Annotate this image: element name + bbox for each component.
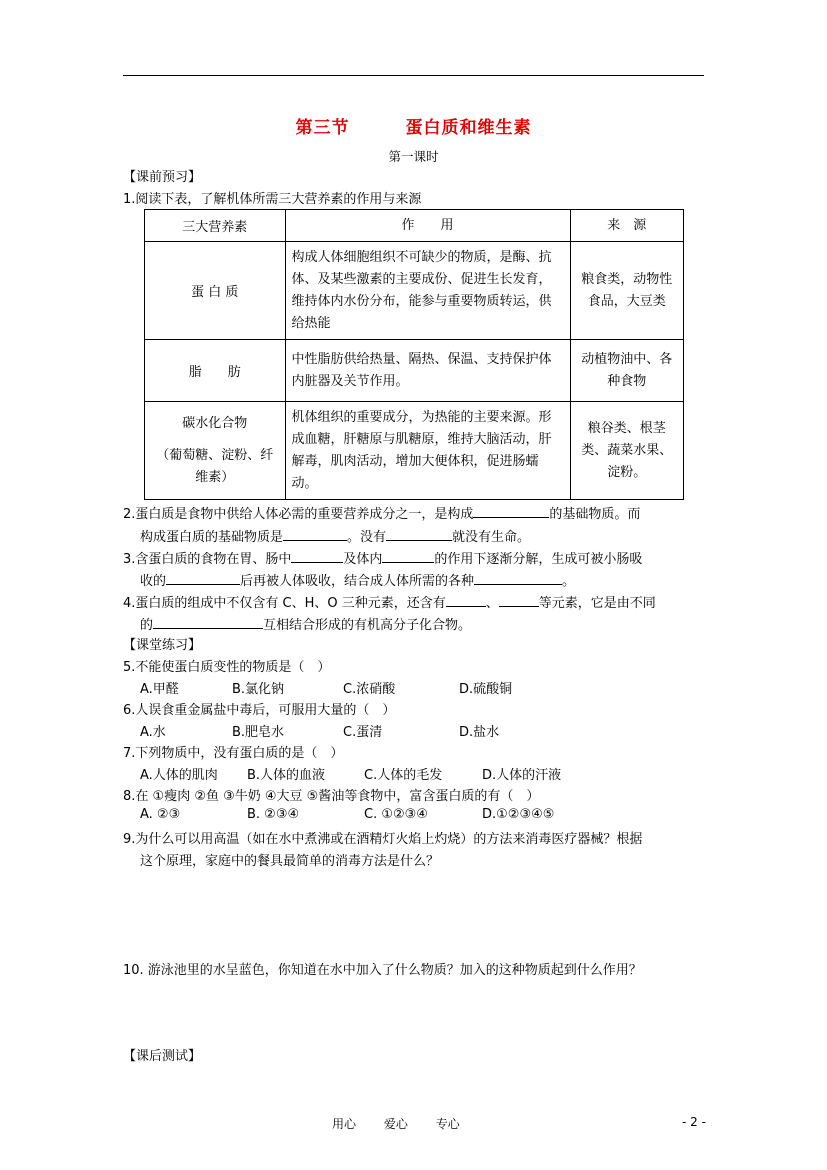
answer-blank[interactable] <box>153 616 263 629</box>
q8-option-a[interactable]: A. ②③ <box>140 807 181 822</box>
q8-option-b[interactable]: B. ②③④ <box>247 807 300 822</box>
nutrient-name: 碳水化合物 <box>182 415 248 431</box>
section-test-heading: 【课后测试】 <box>123 1049 202 1064</box>
answer-blank[interactable] <box>166 572 240 585</box>
question-1: 1.阅读下表，了解机体所需三大营养素的作用与来源 <box>123 192 422 207</box>
answer-blank[interactable] <box>386 528 452 541</box>
nutrient-name: 蛋 白 质 <box>145 242 286 340</box>
footer-word: 用心 <box>332 1117 357 1131</box>
question-2-line-1: 2.蛋白质是食物中供给人体必需的重要营养成分之一，是构成 的基础物质。而 <box>123 507 641 522</box>
q6-option-d[interactable]: D.盐水 <box>459 725 500 740</box>
q7-option-a[interactable]: A.人体的肌肉 <box>140 768 218 783</box>
answer-blank[interactable] <box>499 594 539 607</box>
nutrient-source: 粮食类，动物性食品，大豆类 <box>570 242 683 340</box>
question-4-line-2: 的 互相结合形成的有机高分子化合物。 <box>140 618 472 633</box>
nutrient-name: 脂 肪 <box>145 340 286 402</box>
nutrient-function: 构成人体细胞组织不可缺少的物质，是酶、抗体、及某些激素的主要成份、促进生长发育，维持体内水份分布，能参与重要物质转运，供给热能 <box>285 242 570 340</box>
question-9-line-1: 9.为什么可以用高温（如在水中煮沸或在酒精灯火焰上灼烧）的方法来消毒医疗器械？根据 <box>123 832 643 847</box>
page-subtitle: 第一课时 <box>388 149 439 164</box>
q6-option-a[interactable]: A.水 <box>140 725 166 740</box>
footer-motto <box>332 1115 484 1132</box>
title-topic: 蛋白质和维生素 <box>405 118 532 138</box>
q5-option-c[interactable]: C.浓硝酸 <box>343 682 396 697</box>
q7-option-d[interactable]: D.人体的汗液 <box>482 768 562 783</box>
question-3-line-2: 收的 后再被人体吸收，结合成人体所需的各种 。 <box>140 574 576 589</box>
question-2-line-2: 构成蛋白质的基础物质是 。没有 就没有生命。 <box>140 530 531 545</box>
question-7: 7.下列物质中，没有蛋白质的是（ ） <box>123 746 344 761</box>
nutrient-table <box>144 209 684 500</box>
answer-blank[interactable] <box>382 550 434 563</box>
table-header-cell: 三大营养素 <box>145 210 286 242</box>
nutrient-name-sub: （葡萄糖、淀粉、纤维素） <box>156 447 274 485</box>
question-3-line-1: 3.含蛋白质的食物在胃、肠中 及体内 的作用下逐渐分解，生成可被小肠吸 <box>123 552 643 567</box>
table-row <box>145 340 684 402</box>
table-header-cell: 作 用 <box>285 210 570 242</box>
section-practice-heading: 【课堂练习】 <box>123 638 202 653</box>
footer-word: 专心 <box>435 1117 460 1131</box>
question-6: 6.人误食重金属盐中毒后，可服用大量的（ ） <box>123 703 396 718</box>
question-9-line-2: 这个原理，家庭中的餐具最简单的消毒方法是什么？ <box>140 854 440 869</box>
question-8: 8.在 ①瘦肉 ②鱼 ③牛奶 ④大豆 ⑤酱油等食物中，富含蛋白质的有（ ） <box>123 789 540 804</box>
answer-blank[interactable] <box>283 528 347 541</box>
question-4-line-1: 4.蛋白质的组成中不仅含有 C、H、O 三种元素，还含有 、 等元素，它是由不同 <box>123 596 656 611</box>
answer-blank[interactable] <box>446 594 486 607</box>
table-row <box>145 242 684 340</box>
page-number: - 2 - <box>682 1115 706 1129</box>
nutrient-name-cell <box>145 402 286 500</box>
table-row <box>145 402 684 500</box>
answer-blank[interactable] <box>291 550 343 563</box>
q5-option-b[interactable]: B.氯化钠 <box>232 682 285 697</box>
q8-option-c[interactable]: C. ①②③④ <box>364 807 428 822</box>
section-preview-heading: 【课前预习】 <box>123 170 202 185</box>
nutrient-function: 中性脂肪供给热量、隔热、保温、支持保护体内脏器及关节作用。 <box>285 340 570 402</box>
q7-option-b[interactable]: B.人体的血液 <box>247 768 326 783</box>
table-header-row <box>145 210 684 242</box>
q6-option-c[interactable]: C.蛋清 <box>343 725 383 740</box>
answer-blank[interactable] <box>473 505 549 518</box>
nutrient-source: 粮谷类、根茎类、蔬菜水果、淀粉。 <box>570 402 683 500</box>
nutrient-source: 动植物油中、各种食物 <box>570 340 683 402</box>
q5-option-a[interactable]: A.甲醛 <box>140 682 179 697</box>
question-10: 10. 游泳池里的水呈蓝色，你知道在水中加入了什么物质？加入的这种物质起到什么作用？ <box>123 963 642 978</box>
q5-option-d[interactable]: D.硫酸铜 <box>459 682 513 697</box>
answer-blank[interactable] <box>474 572 562 585</box>
page-title <box>0 113 827 138</box>
q6-option-b[interactable]: B.肥皂水 <box>232 725 285 740</box>
title-section: 第三节 <box>295 118 350 138</box>
q8-option-d[interactable]: D.①②③④⑤ <box>482 807 555 822</box>
table-header-cell: 来 源 <box>570 210 683 242</box>
nutrient-function: 机体组织的重要成分，为热能的主要来源。形成血糖，肝糖原与肌糖原，维持大脑活动，肝解毒，肌肉活动，增加大便体积，促进肠蠕动。 <box>285 402 570 500</box>
footer-word: 爱心 <box>383 1117 408 1131</box>
header-rule <box>123 75 704 76</box>
q7-option-c[interactable]: C.人体的毛发 <box>364 768 443 783</box>
question-5: 5.不能使蛋白质变性的物质是（ ） <box>123 660 331 675</box>
